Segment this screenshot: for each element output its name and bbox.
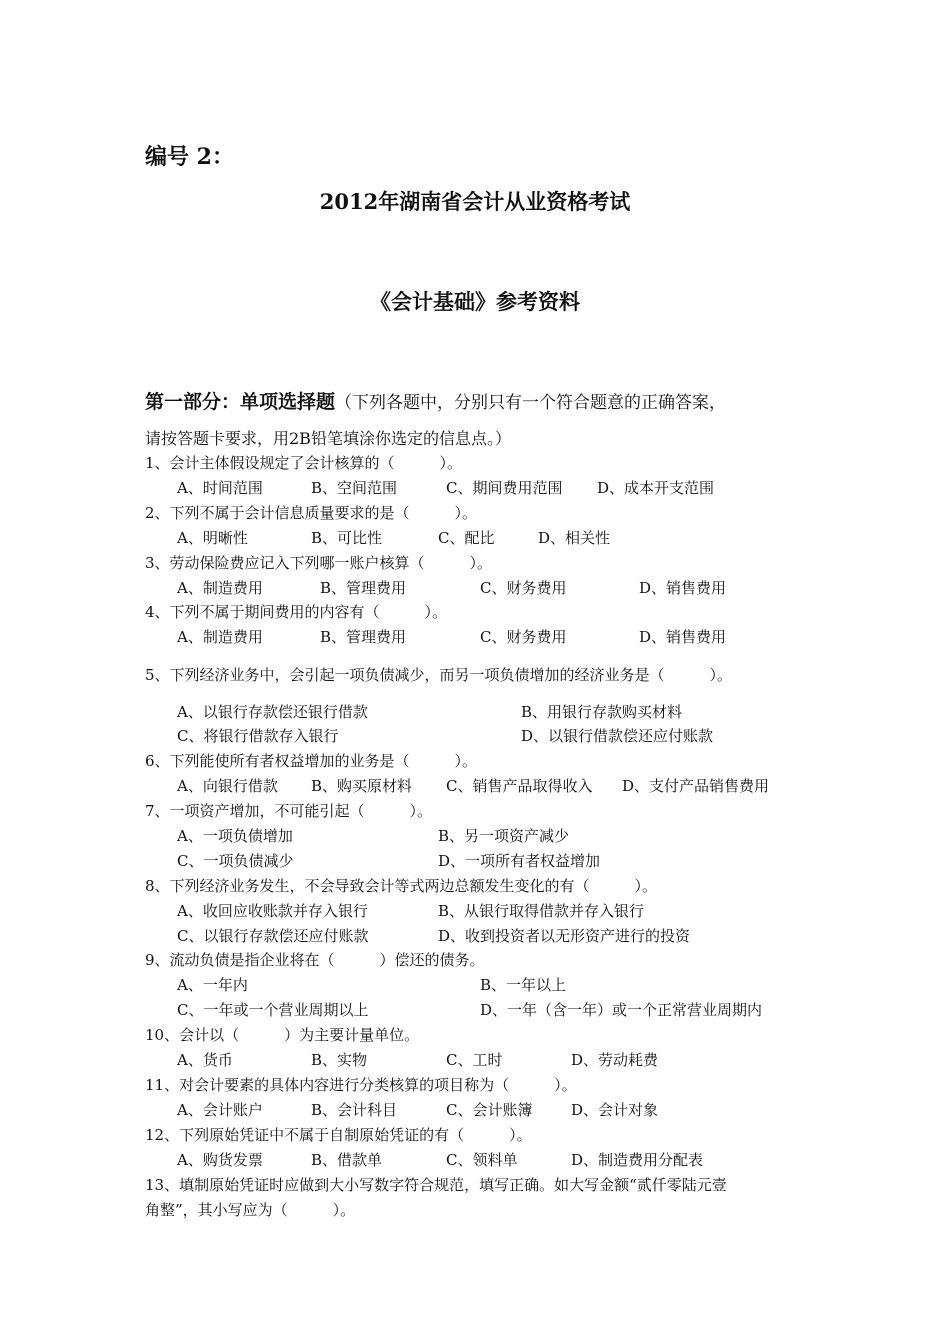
option: D、支付产品销售费用 [622,777,770,795]
option: D、一项所有者权益增加 [438,852,601,870]
question-stem: 10、会计以（ ）为主要计量单位。 [145,1026,420,1044]
option: D、制造费用分配表 [571,1151,704,1169]
option: B、另一项资产减少 [438,827,570,845]
question-stem: 11、对会计要素的具体内容进行分类核算的项目称为（ ）。 [145,1076,577,1094]
option: B、可比性 [311,529,383,547]
question-stem-continued: 角整”，其小写应为（ ）。 [145,1201,356,1219]
question-stem: 4、下列不属于期间费用的内容有（ ）。 [145,603,448,621]
option: C、领料单 [446,1151,518,1169]
option: C、工时 [446,1051,503,1069]
question-stem: 1、会计主体假设规定了会计核算的（ ）。 [145,454,463,472]
option: D、收到投资者以无形资产进行的投资 [438,927,691,945]
section-heading [145,387,726,414]
option: A、向银行借款 [177,777,278,795]
document-title: 2012年湖南省会计从业资格考试 [319,189,631,214]
option: A、一年内 [177,976,248,994]
option: B、一年以上 [480,976,567,994]
option: C、配比 [438,529,495,547]
section-title: 第一部分：单项选择题 [145,391,336,413]
option: C、会计账簿 [446,1101,533,1119]
option: B、用银行存款购买材料 [521,703,683,721]
section-instruction: （下列各题中，分别只有一个符合题意的正确答案， [335,393,727,413]
option: A、一项负债增加 [177,827,293,845]
option: C、以银行存款偿还应付账款 [177,927,369,945]
option: A、会计账户 [177,1101,263,1119]
option: A、明晰性 [177,529,248,547]
question-stem: 8、下列经济业务发生，不会导致会计等式两边总额发生变化的有（ ）。 [145,877,658,895]
option: B、从银行取得借款并存入银行 [438,902,645,920]
option: B、实物 [311,1051,368,1069]
document-subtitle: 《会计基础》参考资料 [370,289,580,314]
option: D、销售费用 [639,628,727,646]
option: C、销售产品取得收入 [446,777,593,795]
question-stem: 13、填制原始凭证时应做到大小写数字符合规范，填写正确。如大写金额“贰仟零陆元壹 [145,1176,727,1194]
option: A、货币 [177,1051,233,1069]
option: C、一项负债减少 [177,852,294,870]
option: B、购买原材料 [311,777,413,795]
option: D、成本开支范围 [597,479,715,497]
option: D、销售费用 [639,579,727,597]
option: B、会计科目 [311,1101,398,1119]
question-stem: 6、下列能使所有者权益增加的业务是（ ）。 [145,752,478,770]
question-stem: 9、流动负债是指企业将在（ ）偿还的债务。 [145,951,485,969]
option: D、以银行借款偿还应付账款 [521,727,714,745]
option: D、一年（含一年）或一个正常营业周期内 [480,1001,763,1019]
option: B、管理费用 [320,579,407,597]
option: C、一年或一个营业周期以上 [177,1001,369,1019]
option: A、收回应收账款并存入银行 [177,902,368,920]
option: B、管理费用 [320,628,407,646]
option: D、会计对象 [571,1101,659,1119]
option: B、空间范围 [311,479,398,497]
option: D、相关性 [538,529,611,547]
option: C、财务费用 [480,579,567,597]
document-serial: 编号 2： [145,144,234,170]
option: C、期间费用范围 [446,479,563,497]
question-stem: 7、一项资产增加，不可能引起（ ）。 [145,802,433,820]
option: A、购货发票 [177,1151,263,1169]
question-stem: 5、下列经济业务中，会引起一项负债减少，而另一项负债增加的经济业务是（ ）。 [145,666,733,684]
question-stem: 12、下列原始凭证中不属于自制原始凭证的有（ ）。 [145,1126,532,1144]
option: A、以银行存款偿还银行借款 [177,703,368,721]
option: A、制造费用 [177,628,263,646]
option: C、财务费用 [480,628,567,646]
option: D、劳动耗费 [571,1051,659,1069]
section-instruction-continued: 请按答题卡要求，用2B铅笔填涂你选定的信息点。） [145,429,511,448]
question-stem: 2、下列不属于会计信息质量要求的是（ ）。 [145,504,478,522]
option: B、借款单 [311,1151,383,1169]
option: A、制造费用 [177,579,263,597]
option: C、将银行借款存入银行 [177,727,339,745]
question-stem: 3、劳动保险费应记入下列哪一账户核算（ ）。 [145,554,493,572]
option: A、时间范围 [177,479,263,497]
